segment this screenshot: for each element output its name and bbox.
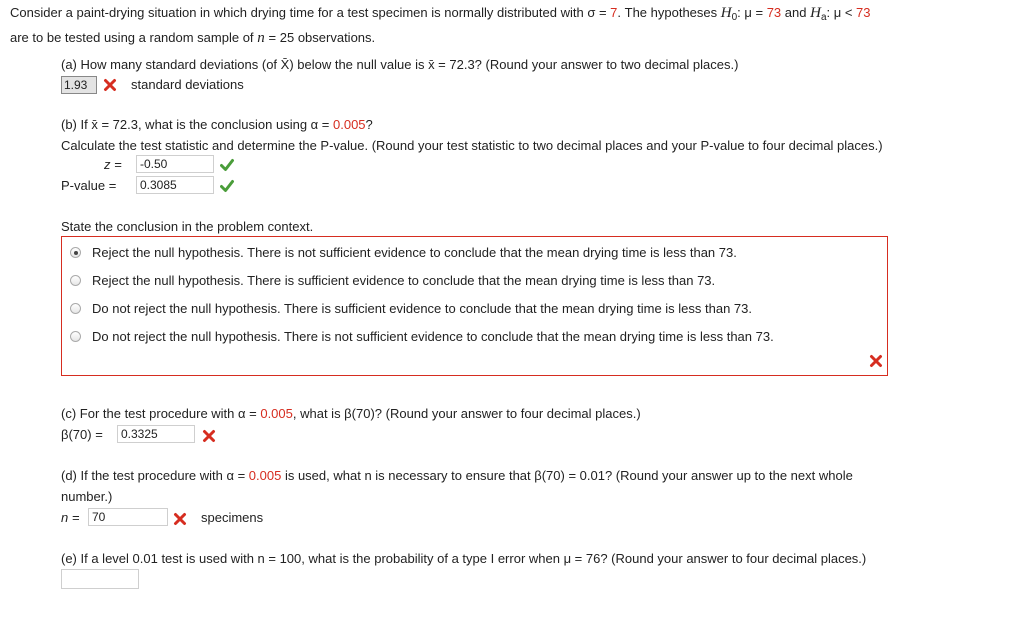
correct-check-icon: [220, 179, 234, 193]
sigma-symbol: σ =: [587, 5, 611, 20]
sigma-value: 7: [610, 5, 618, 20]
part-a-unit: standard deviations: [131, 77, 244, 92]
part-a-question: (a) How many standard deviations (of X̄) below the null value is x̄ = 72.3? (Round your answer to two decimal places.): [61, 57, 739, 72]
incorrect-x-icon: [202, 429, 216, 443]
state-conclusion-label: State the conclusion in the problem context.: [61, 219, 314, 234]
n-label: n =: [61, 510, 80, 525]
incorrect-x-icon: [869, 354, 883, 368]
intro-line-2: are to be tested using a random sample of n = 25 observations.: [10, 30, 376, 46]
beta-input[interactable]: 0.3325: [117, 425, 195, 443]
part-d-question-line2: number.): [61, 489, 113, 504]
p-value-input[interactable]: 0.3085: [136, 176, 214, 194]
correct-check-icon: [220, 158, 234, 172]
conclusion-choices: Reject the null hypothesis. There is not sufficient evidence to conclude that the mean drying time is less than 73. Reject the null hypothesis. There is sufficient evidence to conclude that the mean drying time is less than 73. Do not reject the null hypothesis. There is sufficient evidence to conclude that the mean drying time is less than 73. Do not reject the null hypothesis. There is not sufficient evidence to conclude that the mean drying time is less than 73.: [61, 236, 888, 376]
part-b-question: (b) If x̄ = 72.3, what is the conclusion using α = 0.005?: [61, 117, 373, 132]
part-d-question: (d) If the test procedure with α = 0.005 is used, what n is necessary to ensure that β(70) = 0.01? (Round your answer up to the next whole: [61, 468, 853, 483]
alpha-value: 0.005: [248, 468, 282, 483]
intro-line-1: Consider a paint-drying situation in which drying time for a test specimen is normally distributed with σ = 7. The hypotheses $H_0$: μ = 73 and $H_a$: μ < 73: [10, 5, 871, 23]
alpha-value: 0.005: [260, 406, 293, 421]
radio-button[interactable]: [70, 303, 81, 314]
incorrect-x-icon: [173, 512, 187, 526]
z-label: z =: [104, 157, 122, 172]
part-c-question: (c) For the test procedure with α = 0.005, what is β(70)? (Round your answer to four decimal places.): [61, 406, 641, 421]
n-input[interactable]: 70: [88, 508, 168, 526]
part-a-answer[interactable]: 1.93: [61, 76, 97, 94]
radio-button[interactable]: [70, 275, 81, 286]
alpha-value: 0.005: [333, 117, 366, 132]
part-d-unit: specimens: [201, 510, 264, 525]
h0-value: 73: [766, 5, 782, 20]
beta-label: β(70) =: [61, 427, 103, 442]
part-e-question: (e) If a level 0.01 test is used with n = 100, what is the probability of a type I error when μ = 76? (Round your answer to four decimal places.): [61, 551, 867, 566]
part-e-input[interactable]: [61, 569, 139, 589]
p-value-label: P-value =: [61, 178, 117, 193]
radio-button[interactable]: [70, 331, 81, 342]
part-b-instruction: Calculate the test statistic and determine the P-value. (Round your test statistic to two decimal places and your P-value to four decimal places.): [61, 138, 883, 153]
radio-selected[interactable]: [70, 247, 81, 258]
ha-value: 73: [856, 5, 871, 20]
z-input[interactable]: -0.50: [136, 155, 214, 173]
incorrect-x-icon: [103, 78, 117, 92]
